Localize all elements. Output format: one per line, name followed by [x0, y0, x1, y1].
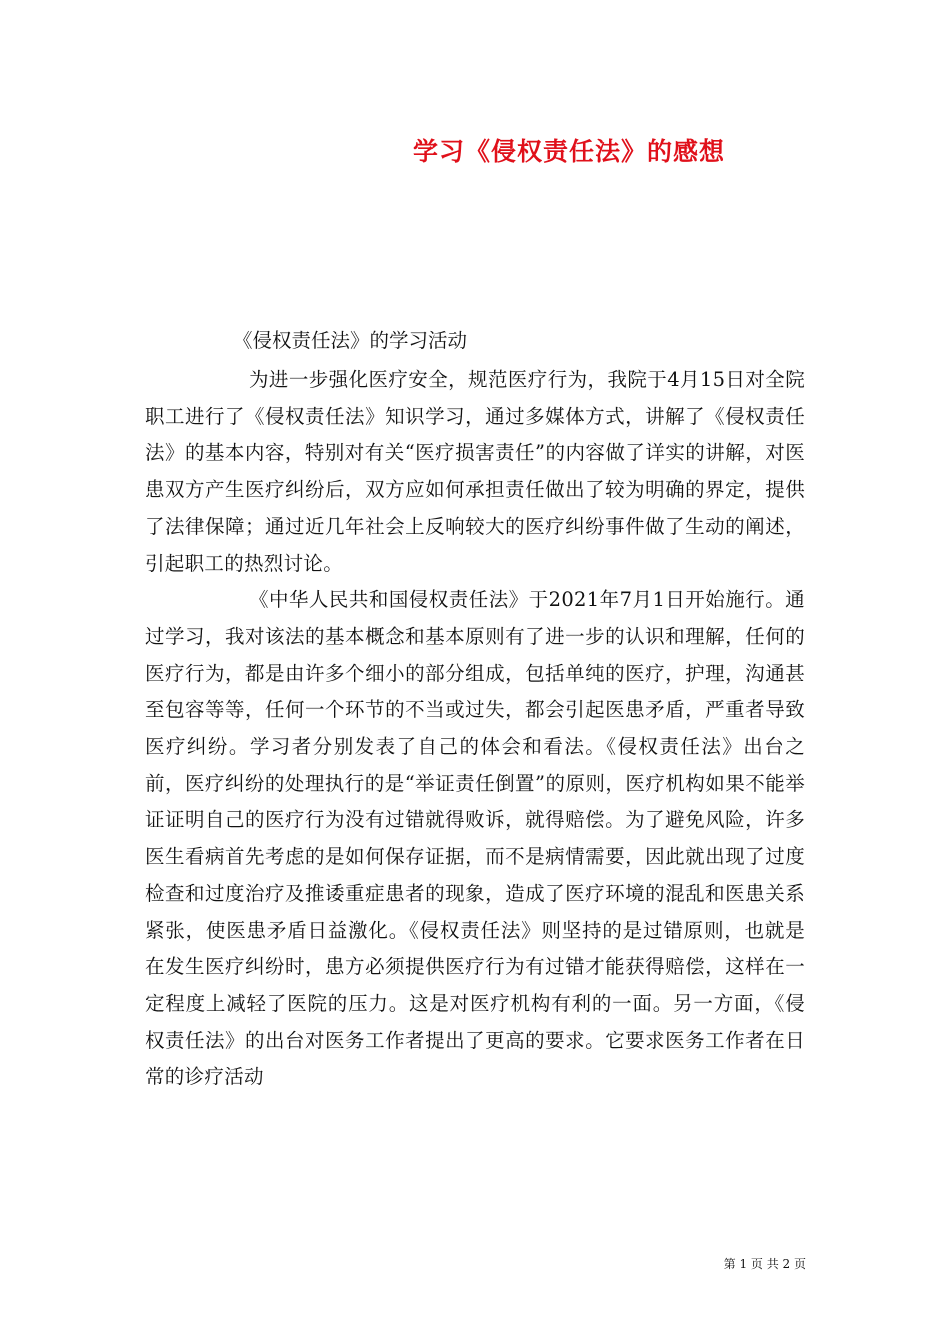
document-body — [145, 362, 805, 1096]
document-title: 学习《侵权责任法》的感想 — [413, 137, 726, 166]
paragraph-2: 《中华人民共和国侵权责任法》于2021年7月1日开始施行。通过学习，我对该法的基本概念和基本原则有了进一步的认识和理解，任何的医疗行为，都是由许多个细小的部分组成，包括单纯的医疗，护理，沟通甚至包容等等，任何一个环节的不当或过失，都会引起医患矛盾，严重者导致医疗纠纷。学习者分别发表了自己的体会和看法。《侵权责任法》出台之前，医疗纠纷的处理执行的是“举证责任倒置”的原则，医疗机构如果不能举证证明自己的医疗行为没有过错就得败诉，就得赔偿。为了避免风险，许多医生看病首先考虑的是如何保存证据，而不是病情需要，因此就出现了过度检查和过度治疗及推诿重症患者的现象，造成了医疗环境的混乱和医患关系紧张，使医患矛盾日益激化。《侵权责任法》则坚持的是过错原则，也就是在发生医疗纠纷时，患方必须提供医疗行为有过错才能获得赔偿，这样在一定程度上减轻了医院的压力。这是对医疗机构有利的一面。另一方面，《侵权责任法》的出台对医务工作者提出了更高的要求。它要求医务工作者在日常的诊疗活动 — [145, 588, 805, 1089]
page-number-footer: 第 1 页 共 2 页 — [723, 1257, 806, 1271]
document-subtitle: 《侵权责任法》的学习活动 — [233, 329, 468, 352]
paragraph-1: 为进一步强化医疗安全，规范医疗行为，我院于4月15日对全院职工进行了《侵权责任法》知识学习，通过多媒体方式，讲解了《侵权责任法》的基本内容，特别对有关“医疗损害责任”的内容做了详实的讲解，对医患双方产生医疗纠纷后，双方应如何承担责任做出了较为明确的界定，提供了法律保障；通过近几年社会上反响较大的医疗纠纷事件做了生动的阐述，引起职工的热烈讨论。 — [145, 368, 805, 575]
